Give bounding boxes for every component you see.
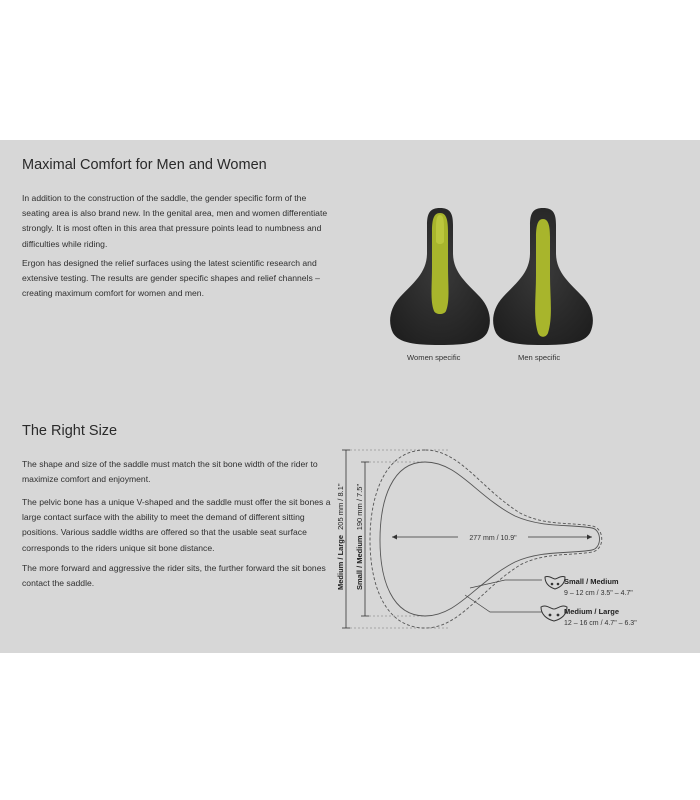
- small-medium-side-label: Small / Medium: [355, 535, 364, 590]
- women-specific-caption: Women specific: [407, 353, 461, 362]
- right-size-heading: The Right Size: [22, 423, 118, 439]
- length-label: 277 mm / 10.9": [469, 535, 517, 542]
- size-paragraph-1: The shape and size of the saddle must match the sit bone width of the rider to maximize comfort and enjoyment.: [22, 459, 318, 485]
- women-saddle-image: [385, 205, 495, 350]
- size-medium-large-range: 12 – 16 cm / 4.7" – 6.3": [564, 620, 637, 627]
- pelvis-small-icon: [545, 576, 565, 589]
- small-medium-width-label: 190 mm / 7.5": [355, 483, 364, 531]
- svg-text:Medium / Large 205 mm / 8.: [336, 483, 345, 590]
- saddle-size-diagram: [330, 440, 670, 640]
- size-medium-large-name: Medium / Large: [564, 607, 620, 616]
- men-specific-caption: Men specific: [518, 353, 561, 362]
- svg-text:Small / Medium 190 mm / 7.: [355, 484, 364, 590]
- size-small-medium-name: Small / Medium: [564, 577, 619, 586]
- comfort-paragraph-2: Ergon has designed the relief surfaces using the latest scientific research and extensive testing. The results are gender specific shapes and relief channels – creating maximum comfort for women and men.: [22, 258, 320, 299]
- size-paragraph-3: The more forward and aggressive the rider sits, the further forward the sit bones contact the saddle.: [22, 563, 326, 589]
- men-saddle-image: [488, 205, 598, 350]
- comfort-paragraph-1: In addition to the construction of the saddle, the gender specific form of the seating area is also brand new. In the genital area, men and women differentiate strongly. It is most often in this area that pressure points lead to numbness and difficulties while riding.: [22, 193, 328, 249]
- size-paragraph-2: The pelvic bone has a unique V-shaped and the saddle must offer the sit bones a large contact surface with the ability to meet the demand of different sitting positions. Various saddle widths are offered so that the usable seat surface corresponds to the riders unique sit bone distance.: [22, 497, 331, 553]
- medium-large-width-label: 205 mm / 8.1": [336, 483, 345, 530]
- comfort-heading: Maximal Comfort for Men and Women: [22, 157, 267, 173]
- size-small-medium-range: 9 – 12 cm / 3.5" – 4.7": [564, 590, 633, 597]
- medium-large-side-label: Medium / Large: [336, 534, 345, 590]
